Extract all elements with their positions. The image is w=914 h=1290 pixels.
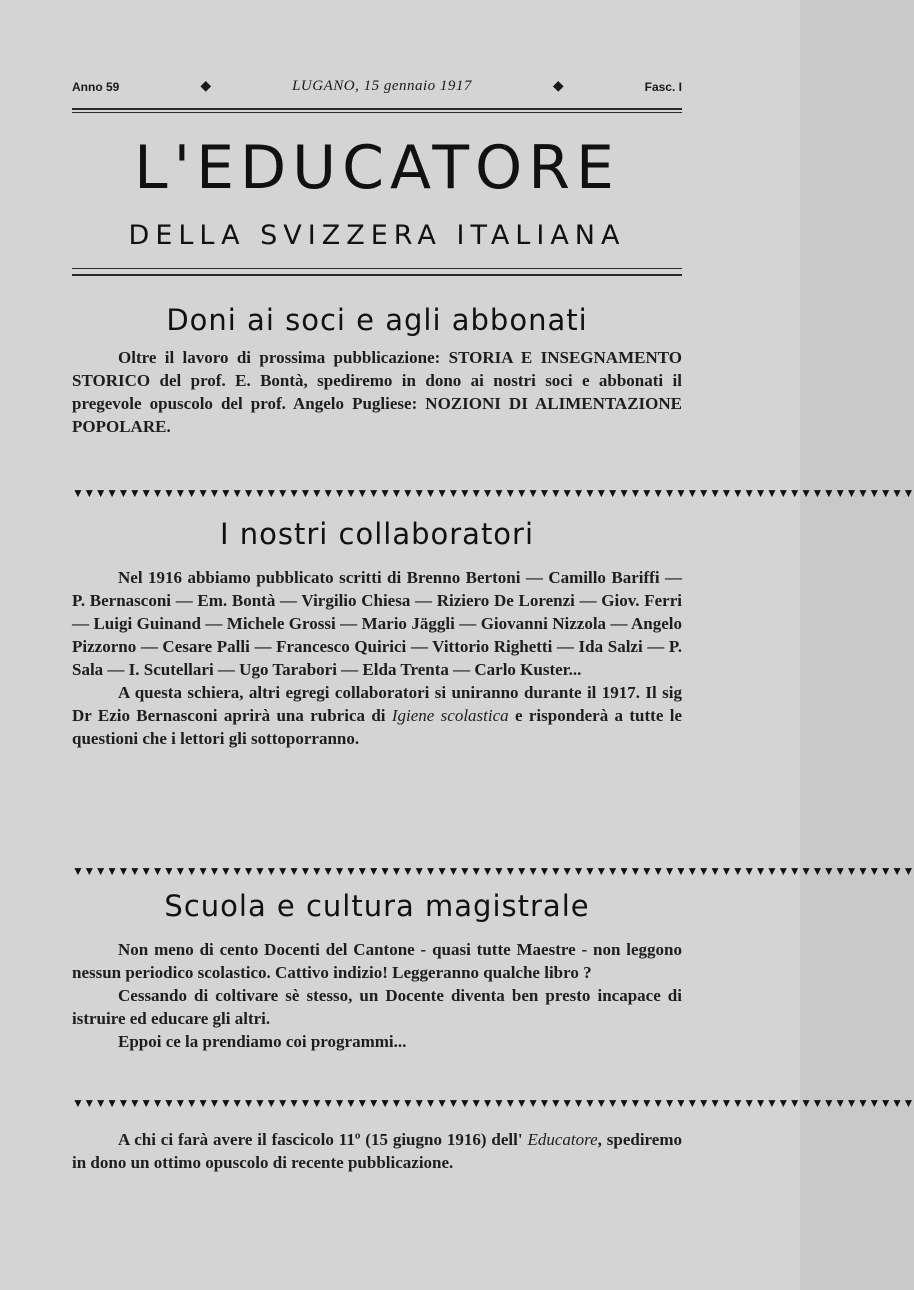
section-body-collaboratori [72,566,682,750]
ornament-divider: ▼▼▼▼▼▼▼▼▼▼▼▼▼▼▼▼▼▼▼▼▼▼▼▼▼▼▼▼▼▼▼▼▼▼▼▼▼▼▼▼▼▼▼▼▼▼▼▼▼▼▼▼▼▼▼▼▼▼▼▼▼▼▼▼▼▼▼▼▼▼▼▼▼▼ [72,864,914,878]
masthead-title: L'EDUCATORE [134,133,620,203]
text-run: , spediremo in dono un ottimo opuscolo di recente pubblicazione. [72,1130,682,1172]
section-body-doni [72,346,682,438]
text-run: e risponderà a tutte le questioni che i lettori gli sottoporranno. [72,706,682,748]
paragraph: Cessando di coltivare sè stesso, un Docente diventa ben presto incapace di istruire ed educare gli altri. [72,986,682,1028]
paragraph [72,681,682,750]
masthead-subtitle: DELLA SVIZZERA ITALIANA [128,220,626,251]
text-run: A questa schiera, altri egregi collaboratori si uniranno durante il 1917. Il sig Dr Ezio Bernasconi aprirà una rubrica di [72,683,682,725]
paragraph: Oltre il lavoro di prossima pubblicazione: STORIA E INSEGNAMENTO STORICO del prof. E. Bontà, spediremo in dono ai nostri soci e abbonati il pregevole opuscolo del prof. Angelo Pugliese: NOZIONI DI ALIMENTAZIONE POPOLARE. [72,348,682,436]
section-body-fascicolo [72,1128,682,1174]
section-body-scuola [72,938,682,1053]
paragraph: Nel 1916 abbiamo pubblicato scritti di Brenno Bertoni — Camillo Bariffi — P. Bernasconi — Em. Bontà — Virgilio Chiesa — Riziero De Lorenzi — Giov. Ferri — Luigi Guinand — Michele Grossi — Mario Jäggli — Giovanni Nizzola — Angelo Pizzorno — Cesare Palli — Francesco Quirici — Vittorio Righetti — Ida Salzi — P. Sala — I. Scutellari — Ugo Tarabori — Elda Trenta — Carlo Kuster... [72,568,682,679]
italic-text: Educatore [527,1130,598,1149]
ornament-divider: ▼▼▼▼▼▼▼▼▼▼▼▼▼▼▼▼▼▼▼▼▼▼▼▼▼▼▼▼▼▼▼▼▼▼▼▼▼▼▼▼▼▼▼▼▼▼▼▼▼▼▼▼▼▼▼▼▼▼▼▼▼▼▼▼▼▼▼▼▼▼▼▼▼▼ [72,1096,914,1110]
paragraph [72,1128,682,1174]
header-rule [72,112,682,113]
masthead-rule [72,274,682,276]
header-rule [72,108,682,110]
diamond-icon: ◆ [200,79,212,94]
issue-year: Anno 59 [72,79,120,94]
italic-text: Igiene scolastica [391,706,509,725]
ornament-divider: ▼▼▼▼▼▼▼▼▼▼▼▼▼▼▼▼▼▼▼▼▼▼▼▼▼▼▼▼▼▼▼▼▼▼▼▼▼▼▼▼▼▼▼▼▼▼▼▼▼▼▼▼▼▼▼▼▼▼▼▼▼▼▼▼▼▼▼▼▼▼▼▼▼▼ [72,486,914,500]
section-title-collaboratori: I nostri collaboratori [219,517,535,551]
paragraph: Eppoi ce la prendiamo coi programmi... [118,1032,407,1051]
section-title-doni: Doni ai soci e agli abbonati [166,303,588,337]
masthead-rule [72,268,682,269]
diamond-icon: ◆ [552,79,564,94]
issue-header [72,78,682,95]
paragraph: Non meno di cento Docenti del Cantone - quasi tutte Maestre - non leggono nessun periodico scolastico. Cattivo indizio! Leggeranno qualche libro ? [72,940,682,982]
section-title-scuola: Scuola e cultura magistrale [164,889,590,923]
issue-number: Fasc. I [644,79,682,94]
text-run: A chi ci farà avere il fascicolo 11º (15 giugno 1916) dell' [118,1130,528,1149]
issue-date: LUGANO, 15 gennaio 1917 [292,78,472,94]
